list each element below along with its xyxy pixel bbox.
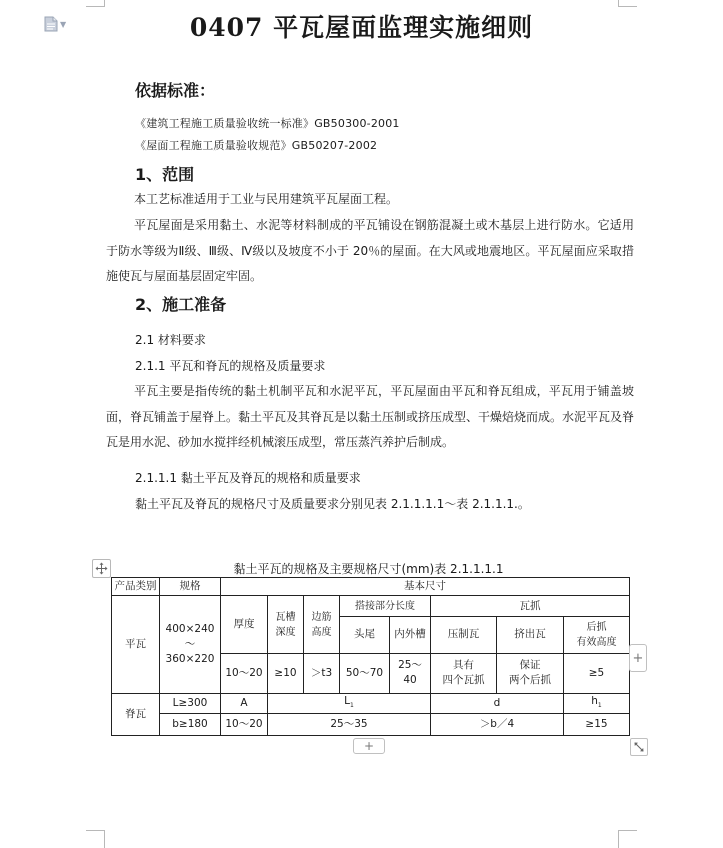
- standard-line: 《屋面工程施工质量验收规范》GB50207-2002: [135, 139, 378, 152]
- table-header-cell: 搭接部分长度: [340, 596, 431, 617]
- header-text: 有效高度: [576, 636, 617, 648]
- basis-heading: 依据标准：: [135, 81, 216, 100]
- cell-subscript: 1: [597, 702, 602, 710]
- add-row-button[interactable]: +: [353, 738, 385, 754]
- specification-table[interactable]: [111, 577, 630, 736]
- header-text: 深度: [275, 626, 296, 638]
- table-cell: 25～40: [390, 653, 431, 693]
- page-corner-mark: [86, 0, 105, 7]
- table-header-cell: 厚度: [221, 596, 268, 653]
- table-cell: 10～20: [221, 714, 268, 736]
- table-cell: b≥180: [160, 714, 221, 736]
- cell-text: 保证: [519, 659, 541, 672]
- subsection-line: 2.1.1.1 黏土平瓦及脊瓦的规格和质量要求: [135, 471, 361, 485]
- table-cell: ≥5: [564, 653, 630, 693]
- page-corner-mark: [618, 830, 637, 848]
- spec-value: 360×220: [165, 653, 215, 666]
- header-text: 瓦槽: [275, 611, 296, 623]
- table-row-label: 平瓦: [112, 596, 160, 693]
- table-cell: [160, 596, 221, 693]
- table-header-cell: [304, 596, 340, 653]
- paragraph: 平瓦屋面是采用黏土、水泥等材料制成的平瓦铺设在钢筋混凝土或木基层上进行防水。它适用于防水等级为Ⅱ级、Ⅲ级、Ⅳ级以及坡度不小于 20％的屋面。在大风或地震地区。平瓦屋面应采取措施使瓦与屋面基层固定牢固。: [106, 218, 634, 283]
- table-cell: ≥10: [268, 653, 304, 693]
- table-header-cell: 压制瓦: [431, 616, 497, 653]
- spec-value: ～: [184, 638, 196, 651]
- cell-text: 两个后抓: [509, 674, 551, 687]
- table-resize-icon[interactable]: [630, 738, 648, 756]
- page-corner-mark: [618, 0, 637, 7]
- section-heading: 1、范围: [135, 165, 195, 184]
- table-cell: 50～70: [340, 653, 390, 693]
- table-cell: ≥15: [564, 714, 630, 736]
- paragraph-line: 黏土平瓦及脊瓦的规格尺寸及质量要求分别见表 2.1.1.1.1～表 2.1.1.1.。: [135, 497, 530, 511]
- table-cell: [497, 653, 564, 693]
- table-cell: 25～35: [268, 714, 431, 736]
- spec-value: 400×240: [165, 623, 215, 636]
- table-header-cell: 瓦抓: [431, 596, 630, 617]
- section-heading: 2、施工准备: [135, 295, 227, 314]
- table-header-cell: [268, 596, 304, 653]
- standard-line: 《建筑工程施工质量验收统一标准》GB50300-2001: [135, 117, 400, 130]
- paragraph: 本工艺标准适用于工业与民用建筑平瓦屋面工程。: [134, 192, 399, 206]
- cell-text: 具有: [453, 659, 474, 672]
- cell-text: L: [344, 695, 351, 708]
- header-text: 高度: [311, 626, 332, 638]
- table-header-cell: 产品类别: [112, 578, 160, 596]
- cell-text: h: [591, 695, 598, 708]
- cell-subscript: 1: [350, 702, 354, 710]
- table-header-cell: 挤出瓦: [497, 616, 564, 653]
- table-cell: 10～20: [221, 653, 268, 693]
- chevron-down-icon: ▼: [60, 19, 67, 29]
- table-cell: d: [431, 693, 564, 714]
- subsection-line: 2.1 材料要求: [135, 333, 206, 347]
- table-row-label: 脊瓦: [112, 693, 160, 735]
- cell-text: 四个瓦抓: [442, 674, 485, 687]
- table-header-cell: 头尾: [340, 616, 390, 653]
- table-cell: ＞b／4: [431, 714, 564, 736]
- table-cell: [268, 693, 431, 714]
- table-cell: ＞t3: [304, 653, 340, 693]
- add-column-button[interactable]: +: [629, 644, 647, 672]
- table-cell: A: [221, 693, 268, 714]
- paragraph: 平瓦主要是指传统的黏土机制平瓦和水泥平瓦，平瓦屋面由平瓦和脊瓦组成，平瓦用于铺盖坡面，脊瓦铺盖于屋脊上。黏土平瓦及其脊瓦是以黏土压制或挤压成型、干燥焙烧而成。水泥平瓦及脊瓦是用水泥、砂加水搅拌经机械滚压成型，常压蒸汽养护后制成。: [106, 384, 635, 449]
- header-text: 后抓: [586, 621, 607, 633]
- table-cell: [431, 653, 497, 693]
- header-text: 边筋: [311, 611, 332, 623]
- document-title: 0407 平瓦屋面监理实施细则: [189, 13, 534, 42]
- table-cell: [564, 693, 630, 714]
- table-header-cell: [564, 616, 630, 653]
- table-caption: 黏土平瓦的规格及主要规格尺寸(mm)表 2.1.1.1.1: [233, 562, 504, 576]
- page-corner-mark: [86, 830, 105, 848]
- subsection-line: 2.1.1 平瓦和脊瓦的规格及质量要求: [135, 359, 326, 373]
- table-header-cell: 规格: [160, 578, 221, 596]
- table-header-cell: 基本尺寸: [221, 578, 630, 596]
- table-cell: L≥300: [160, 693, 221, 714]
- table-header-cell: 内外槽: [390, 616, 431, 653]
- resize-arrows-icon: [633, 741, 645, 753]
